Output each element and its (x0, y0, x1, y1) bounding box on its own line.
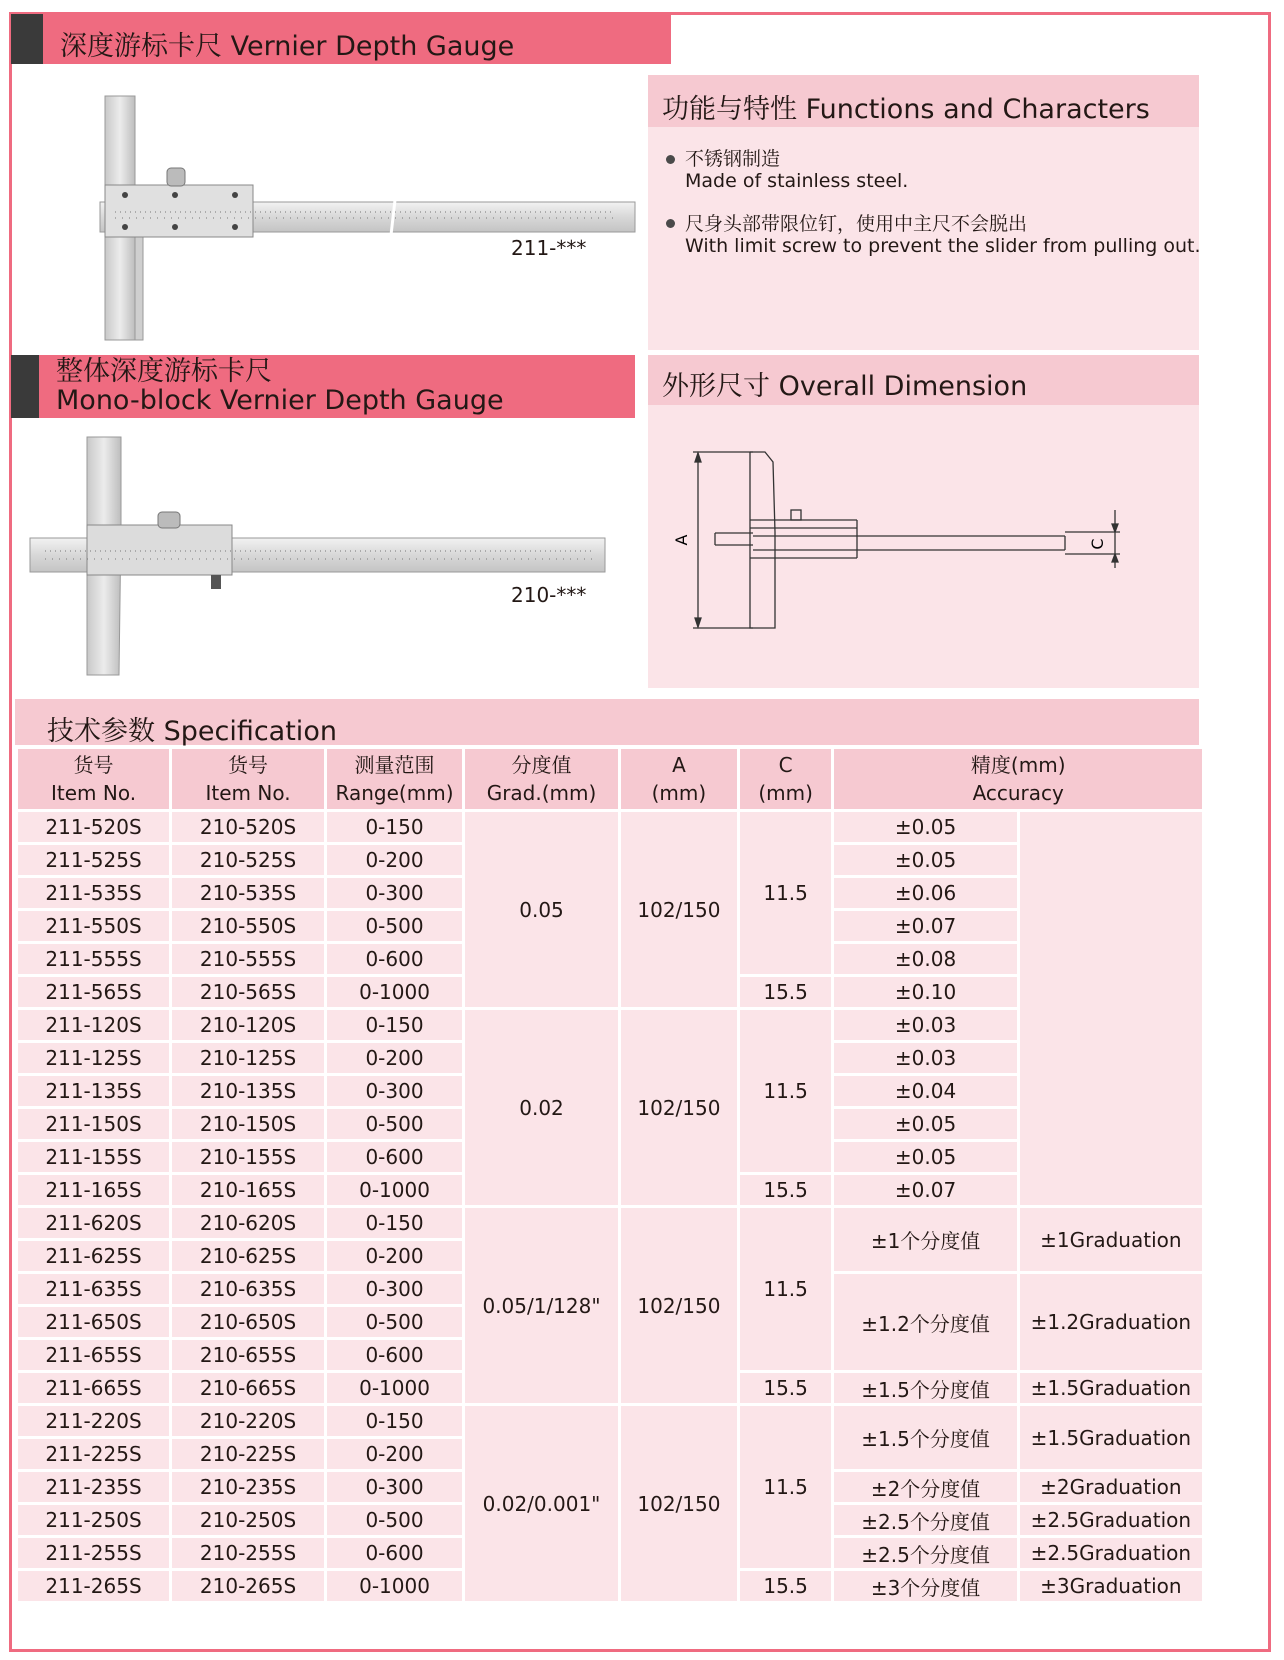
accuracy-en-cell: ±2.5Graduation (1020, 1505, 1202, 1535)
accuracy-cn-cell: ±1.5个分度值 (834, 1406, 1016, 1469)
item-211-cell: 211-665S (18, 1373, 169, 1403)
accuracy-en-cell: ±3Graduation (1020, 1571, 1202, 1601)
dimension-title-en: Overall Dimension (778, 371, 1028, 402)
c-cell: 15.5 (740, 1571, 832, 1601)
item-211-cell: 211-535S (18, 878, 169, 908)
accuracy-en-cell: ±1Graduation (1020, 1208, 1202, 1271)
product-2-code: 210-*** (511, 583, 587, 607)
item-211-cell: 211-255S (18, 1538, 169, 1568)
item-210-cell: 210-150S (172, 1109, 324, 1139)
item-210-cell: 210-620S (172, 1208, 324, 1238)
item-210-cell: 210-525S (172, 845, 324, 875)
accuracy-cell: ±0.04 (834, 1076, 1016, 1106)
col-a: A (mm) (621, 749, 737, 809)
item-211-cell: 211-635S (18, 1274, 169, 1304)
grad-cell: 0.05 (465, 812, 618, 1007)
item-210-cell: 210-250S (172, 1505, 324, 1535)
item-210-cell: 210-225S (172, 1439, 324, 1469)
accuracy-cn-cell: ±1个分度值 (834, 1208, 1016, 1271)
range-cell: 0-1000 (327, 1373, 462, 1403)
range-cell: 0-200 (327, 1043, 462, 1073)
a-cell: 102/150 (621, 1406, 737, 1601)
accuracy-cell: ±0.07 (834, 1175, 1016, 1205)
table-row (18, 812, 1202, 842)
range-cell: 0-500 (327, 1307, 462, 1337)
item-211-cell: 211-155S (18, 1142, 169, 1172)
product-2-title-cn: 整体深度游标卡尺 (56, 356, 272, 387)
item-211-cell: 211-620S (18, 1208, 169, 1238)
bullet-1-cn: 不锈钢制造 (685, 148, 781, 170)
grad-cell: 0.02/0.001" (465, 1406, 618, 1601)
item-210-cell: 210-125S (172, 1043, 324, 1073)
bullet-1-en: Made of stainless steel. (685, 170, 909, 192)
dimension-drawing (665, 440, 1155, 640)
item-211-cell: 211-235S (18, 1472, 169, 1502)
accuracy-cell: ±0.08 (834, 944, 1016, 974)
product-2-image (25, 435, 610, 680)
item-211-cell: 211-265S (18, 1571, 169, 1601)
item-211-cell: 211-225S (18, 1439, 169, 1469)
a-cell: 102/150 (621, 1010, 737, 1205)
range-cell: 0-200 (327, 845, 462, 875)
range-cell: 0-300 (327, 878, 462, 908)
range-cell: 0-500 (327, 1109, 462, 1139)
spec-title-cn: 技术参数 (47, 716, 155, 747)
accuracy-cell: ±0.07 (834, 911, 1016, 941)
item-211-cell: 211-250S (18, 1505, 169, 1535)
item-210-cell: 210-155S (172, 1142, 324, 1172)
item-210-cell: 210-220S (172, 1406, 324, 1436)
dimension-label-c: C (1088, 538, 1107, 550)
range-cell: 0-600 (327, 1538, 462, 1568)
dimension-title (662, 364, 1027, 403)
item-210-cell: 210-535S (172, 878, 324, 908)
item-210-cell: 210-120S (172, 1010, 324, 1040)
c-cell: 15.5 (740, 1175, 832, 1205)
product-1-title-en: Vernier Depth Gauge (230, 31, 515, 62)
range-cell: 0-300 (327, 1274, 462, 1304)
range-cell: 0-600 (327, 1142, 462, 1172)
range-cell: 0-500 (327, 911, 462, 941)
c-cell: 15.5 (740, 1373, 832, 1403)
item-210-cell: 210-650S (172, 1307, 324, 1337)
table-row (18, 1406, 1202, 1436)
item-210-cell: 210-520S (172, 812, 324, 842)
range-cell: 0-200 (327, 1241, 462, 1271)
table-row (18, 1208, 1202, 1238)
product-2-header-tab (11, 355, 39, 418)
functions-title-cn: 功能与特性 (662, 94, 797, 125)
product-1-title-cn: 深度游标卡尺 (60, 31, 222, 62)
accuracy-cn-cell: ±1.2个分度值 (834, 1274, 1016, 1370)
item-211-cell: 211-220S (18, 1406, 169, 1436)
item-210-cell: 210-255S (172, 1538, 324, 1568)
bullet-2-cn: 尺身头部带限位钉，使用中主尺不会脱出 (685, 213, 1028, 235)
accuracy-cell: ±0.10 (834, 977, 1016, 1007)
bullet-2-dot (666, 219, 675, 228)
a-cell: 102/150 (621, 812, 737, 1007)
dimension-label-a: A (672, 534, 691, 546)
accuracy-blank-cell (1020, 812, 1202, 1205)
functions-title-en: Functions and Characters (805, 94, 1150, 125)
item-210-cell: 210-665S (172, 1373, 324, 1403)
c-cell: 11.5 (740, 1208, 832, 1370)
item-211-cell: 211-655S (18, 1340, 169, 1370)
col-c: C (mm) (740, 749, 832, 809)
a-cell: 102/150 (621, 1208, 737, 1403)
range-cell: 0-200 (327, 1439, 462, 1469)
accuracy-cell: ±0.05 (834, 812, 1016, 842)
range-cell: 0-150 (327, 812, 462, 842)
accuracy-cell: ±0.05 (834, 1142, 1016, 1172)
product-1-header-tab (11, 14, 43, 64)
range-cell: 0-150 (327, 1406, 462, 1436)
range-cell: 0-150 (327, 1208, 462, 1238)
range-cell: 0-1000 (327, 1571, 462, 1601)
product-1-image (95, 90, 655, 350)
col-item211: 货号 Item No. (18, 749, 169, 809)
item-211-cell: 211-550S (18, 911, 169, 941)
accuracy-cell: ±0.03 (834, 1043, 1016, 1073)
range-cell: 0-600 (327, 1340, 462, 1370)
item-210-cell: 210-165S (172, 1175, 324, 1205)
accuracy-en-cell: ±1.5Graduation (1020, 1406, 1202, 1469)
col-grad: 分度值 Grad.(mm) (465, 749, 618, 809)
accuracy-en-cell: ±1.2Graduation (1020, 1274, 1202, 1370)
range-cell: 0-1000 (327, 977, 462, 1007)
product-1-title (60, 24, 514, 63)
item-210-cell: 210-550S (172, 911, 324, 941)
item-210-cell: 210-565S (172, 977, 324, 1007)
spec-header-row (18, 749, 1202, 809)
c-cell: 15.5 (740, 977, 832, 1007)
accuracy-cn-cell: ±2个分度值 (834, 1472, 1016, 1502)
c-cell: 11.5 (740, 812, 832, 974)
item-210-cell: 210-635S (172, 1274, 324, 1304)
range-cell: 0-600 (327, 944, 462, 974)
item-211-cell: 211-520S (18, 812, 169, 842)
accuracy-en-cell: ±2Graduation (1020, 1472, 1202, 1502)
item-211-cell: 211-125S (18, 1043, 169, 1073)
accuracy-cell: ±0.06 (834, 878, 1016, 908)
col-range: 测量范围 Range(mm) (327, 749, 462, 809)
item-210-cell: 210-555S (172, 944, 324, 974)
item-211-cell: 211-120S (18, 1010, 169, 1040)
dimension-title-cn: 外形尺寸 (662, 371, 770, 402)
item-210-cell: 210-135S (172, 1076, 324, 1106)
bullet-1-dot (666, 155, 675, 164)
spec-title (47, 709, 337, 748)
item-211-cell: 211-165S (18, 1175, 169, 1205)
item-211-cell: 211-150S (18, 1109, 169, 1139)
accuracy-cn-cell: ±3个分度值 (834, 1571, 1016, 1601)
accuracy-en-cell: ±1.5Graduation (1020, 1373, 1202, 1403)
c-cell: 11.5 (740, 1010, 832, 1172)
bullet-2-en: With limit screw to prevent the slider from pulling out. (685, 235, 1201, 257)
product-2-title-en: Mono-block Vernier Depth Gauge (56, 385, 504, 416)
col-item210: 货号 Item No. (172, 749, 324, 809)
c-cell: 11.5 (740, 1406, 832, 1568)
item-211-cell: 211-555S (18, 944, 169, 974)
product-1-code: 211-*** (511, 236, 587, 260)
grad-cell: 0.05/1/128" (465, 1208, 618, 1403)
item-211-cell: 211-650S (18, 1307, 169, 1337)
item-210-cell: 210-655S (172, 1340, 324, 1370)
range-cell: 0-150 (327, 1010, 462, 1040)
item-211-cell: 211-135S (18, 1076, 169, 1106)
accuracy-cell: ±0.05 (834, 1109, 1016, 1139)
accuracy-en-cell: ±2.5Graduation (1020, 1538, 1202, 1568)
item-210-cell: 210-625S (172, 1241, 324, 1271)
grad-cell: 0.02 (465, 1010, 618, 1205)
accuracy-cn-cell: ±1.5个分度值 (834, 1373, 1016, 1403)
range-cell: 0-300 (327, 1472, 462, 1502)
item-210-cell: 210-235S (172, 1472, 324, 1502)
range-cell: 0-1000 (327, 1175, 462, 1205)
spec-title-en: Specification (163, 716, 337, 747)
range-cell: 0-500 (327, 1505, 462, 1535)
item-211-cell: 211-525S (18, 845, 169, 875)
item-211-cell: 211-625S (18, 1241, 169, 1271)
col-accuracy: 精度(mm) Accuracy (834, 749, 1202, 809)
functions-title (662, 87, 1150, 126)
range-cell: 0-300 (327, 1076, 462, 1106)
accuracy-cn-cell: ±2.5个分度值 (834, 1505, 1016, 1535)
spec-table (15, 746, 1205, 1604)
accuracy-cell: ±0.05 (834, 845, 1016, 875)
accuracy-cell: ±0.03 (834, 1010, 1016, 1040)
item-210-cell: 210-265S (172, 1571, 324, 1601)
accuracy-cn-cell: ±2.5个分度值 (834, 1538, 1016, 1568)
item-211-cell: 211-565S (18, 977, 169, 1007)
